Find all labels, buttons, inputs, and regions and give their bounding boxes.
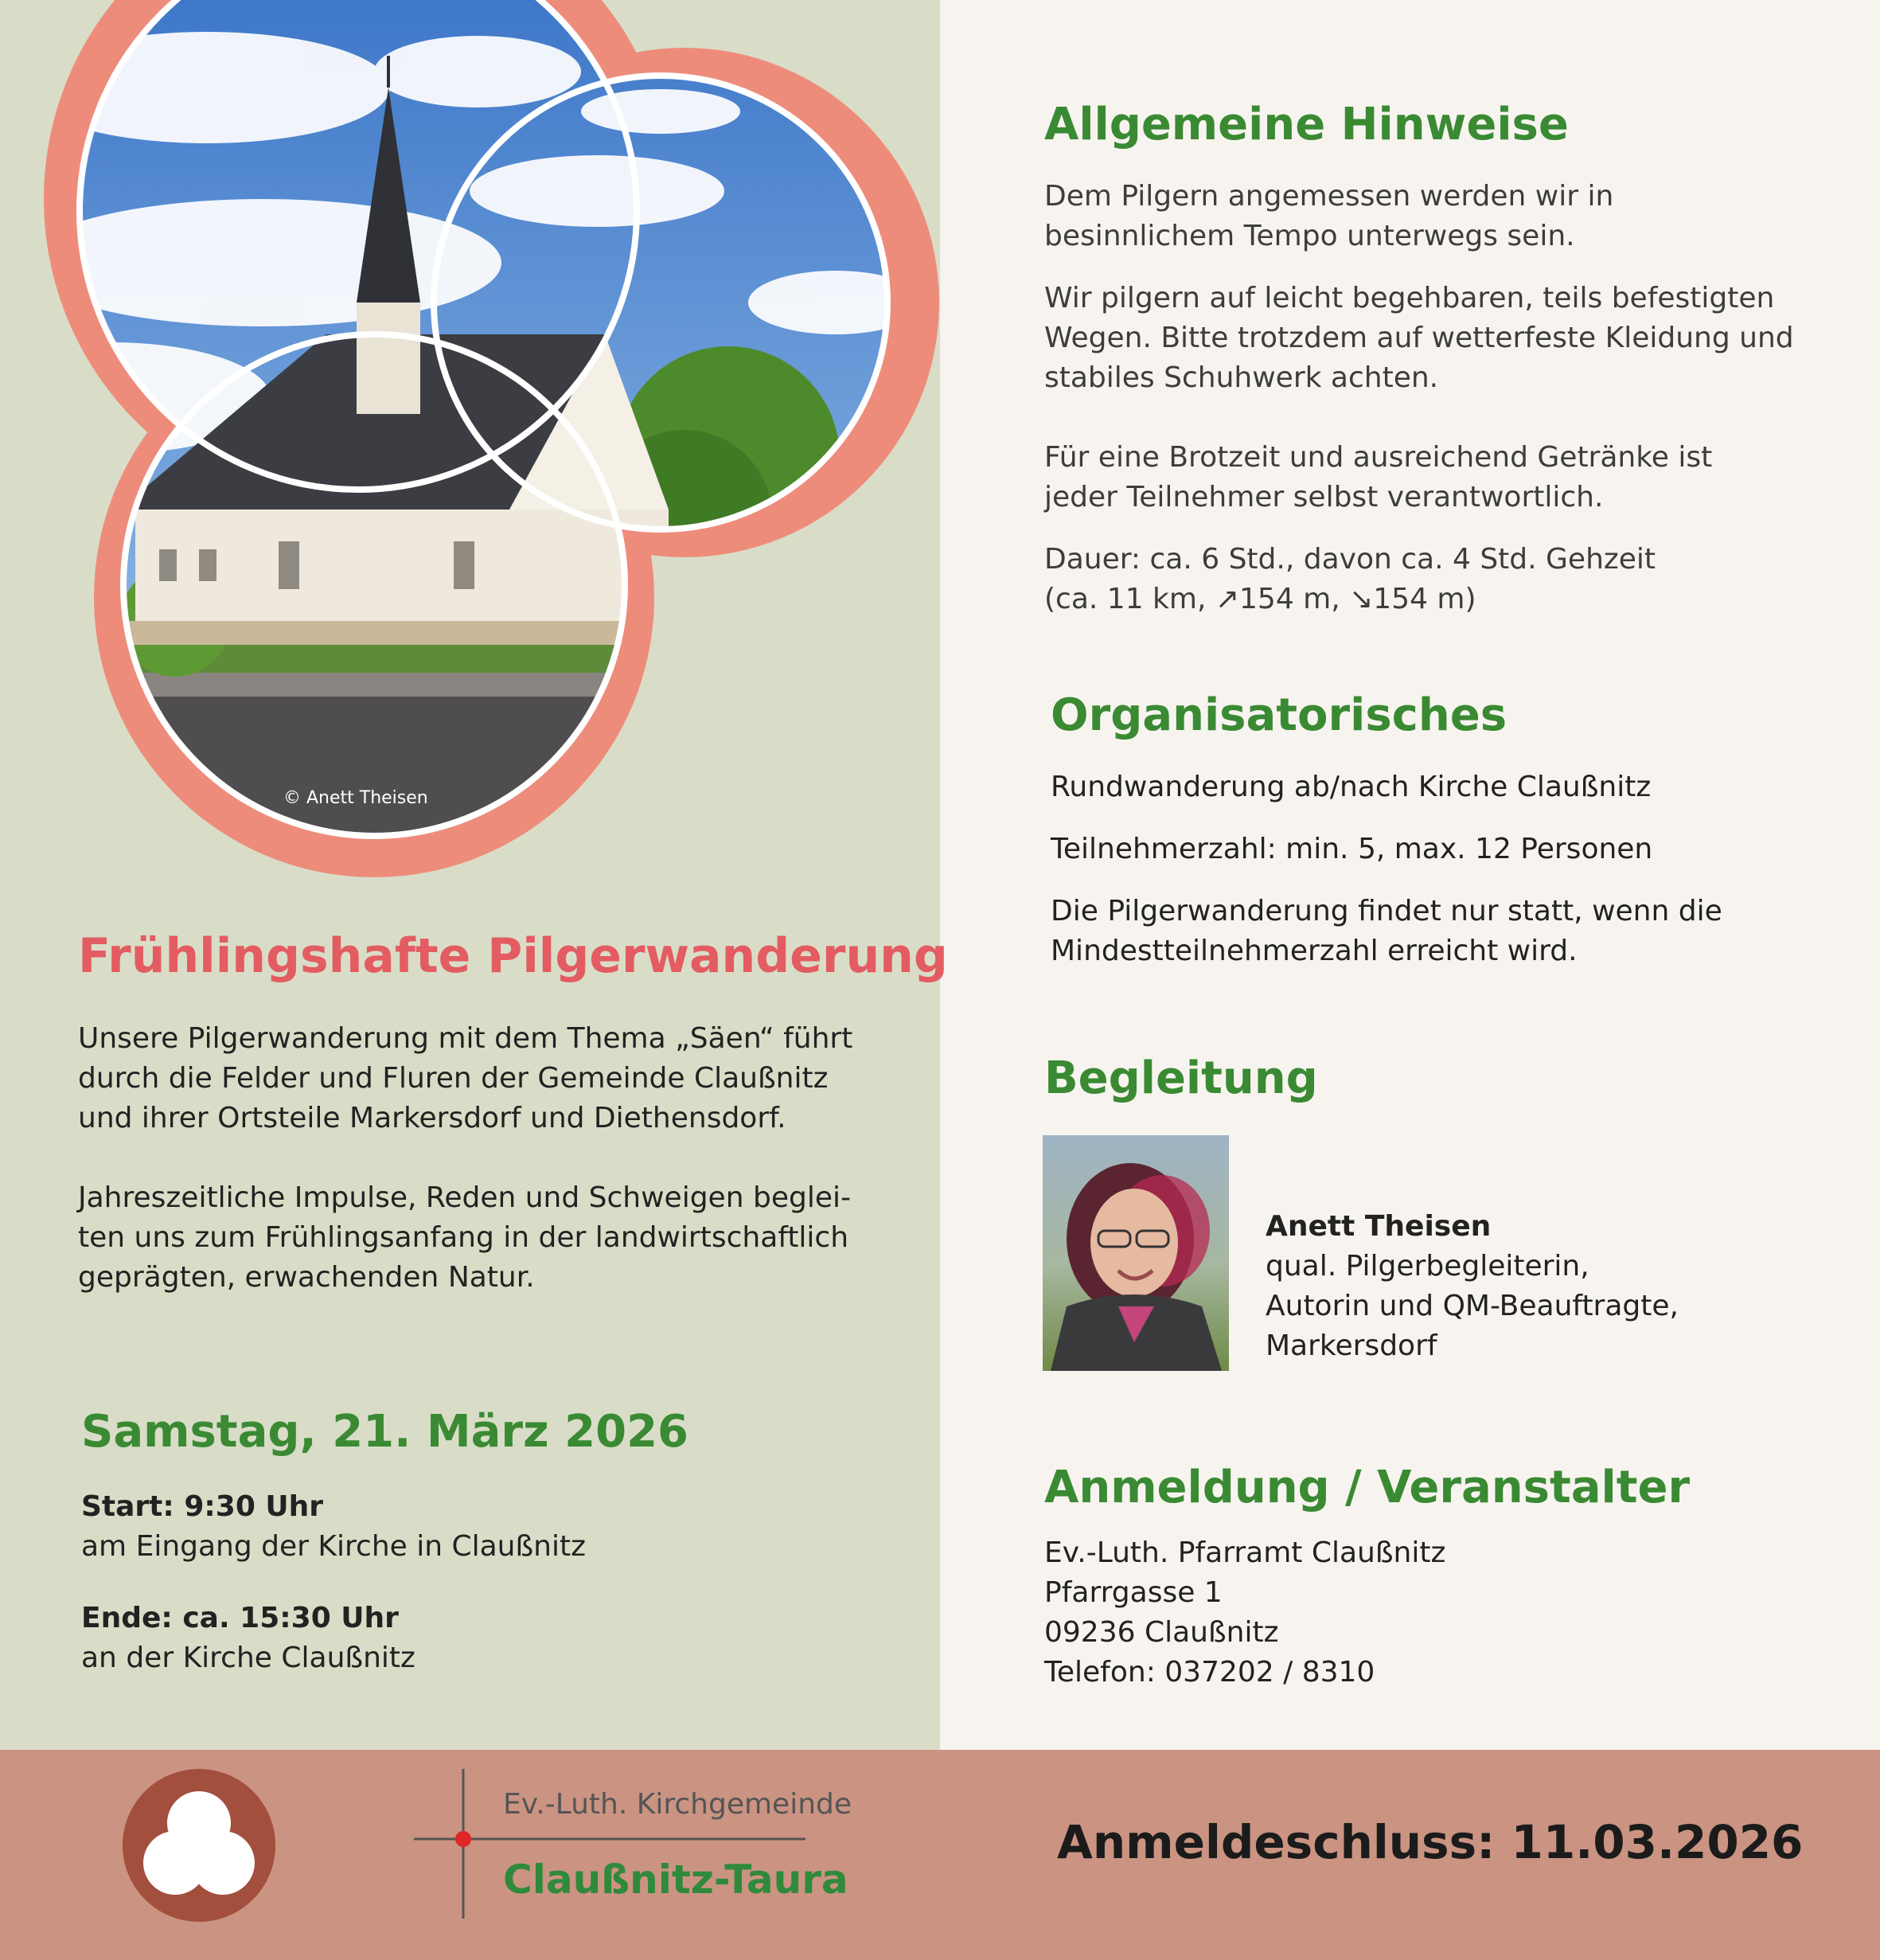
orga-heading: Organisatorisches [1051,689,1508,741]
address-line: Telefon: 037202 / 8310 [1044,1656,1375,1689]
intro-line: durch die Felder und Fluren der Gemeinde Claußnitz [78,1062,829,1095]
guide-portrait [1043,1135,1229,1371]
guide-role: Markersdorf [1266,1329,1437,1362]
hinweise-line: Dauer: ca. 6 Std., davon ca. 4 Std. Gehzeit [1044,543,1656,576]
church-photo [0,0,940,884]
end-block [81,1599,415,1678]
impulses-line: Jahreszeitliche Impulse, Reden und Schweigen beglei- [78,1181,851,1214]
hinweise-line: Dem Pilgern angemessen werden wir in [1044,180,1614,213]
hinweise-line: Wir pilgern auf leicht begehbaren, teils befestigten [1044,282,1775,314]
hinweise-line: stabiles Schuhwerk achten. [1044,361,1439,394]
orga-line: Rundwanderung ab/nach Kirche Claußnitz [1051,771,1652,803]
org-name-line1: Ev.-Luth. Kirchgemeinde [503,1788,852,1821]
orga-line: Mindestteilnehmerzahl erreicht wird. [1051,935,1578,967]
hinweise-line: jeder Teilnehmer selbst verantwortlich. [1044,481,1604,513]
start-block [81,1487,586,1567]
org-name-line2: Claußnitz-Taura [503,1857,848,1903]
hinweise-line: besinnlichem Tempo unterwegs sein. [1044,220,1575,252]
photo-credit: © Anett Theisen [283,788,428,808]
address-line: 09236 Claußnitz [1044,1616,1279,1649]
orga-line: Teilnehmerzahl: min. 5, max. 12 Personen [1051,833,1653,865]
trefoil-logo-icon [119,1766,279,1925]
guide-info [1266,1207,1679,1366]
start-label: Start: 9:30 Uhr [81,1490,324,1523]
hinweise-line: Wegen. Bitte trotzdem auf wetterfeste Kleidung und [1044,322,1794,354]
begleitung-heading: Begleitung [1044,1052,1318,1104]
impulses-line: ten uns zum Frühlingsanfang in der landwirtschaftlich [78,1221,849,1254]
orga-line: Die Pilgerwanderung findet nur statt, wenn die [1051,895,1722,927]
event-date: Samstag, 21. März 2026 [81,1406,688,1458]
orga-text [1051,767,1847,994]
event-impulses [78,1178,874,1298]
hinweise-line: (ca. 11 km, ↗154 m, ↘154 m) [1044,583,1476,615]
start-place: am Eingang der Kirche in Claußnitz [81,1530,587,1563]
impulses-line: geprägten, erwachenden Natur. [78,1261,535,1294]
guide-role: qual. Pilgerbegleiterin, [1266,1250,1589,1283]
address-line: Ev.-Luth. Pfarramt Claußnitz [1044,1536,1446,1569]
guide-name: Anett Theisen [1266,1210,1492,1243]
anmeldung-heading: Anmeldung / Veranstalter [1044,1462,1691,1513]
hinweise-text [1044,177,1840,642]
anmeldung-address [1044,1533,1445,1693]
guide-role: Autorin und QM-Beauftragte, [1266,1290,1679,1322]
address-line: Pfarrgasse 1 [1044,1576,1223,1609]
intro-line: und ihrer Ortsteile Markersdorf und Diethensdorf. [78,1102,786,1134]
hinweise-line: Für eine Brotzeit und ausreichend Getränke ist [1044,441,1713,474]
end-label: Ende: ca. 15:30 Uhr [81,1602,399,1634]
intro-line: Unsere Pilgerwanderung mit dem Thema „Säen“ führt [78,1022,853,1055]
event-intro [78,1019,874,1138]
end-place: an der Kirche Claußnitz [81,1642,415,1674]
hinweise-heading: Allgemeine Hinweise [1044,99,1569,150]
registration-deadline: Anmeldeschluss: 11.03.2026 [1057,1815,1804,1869]
event-title: Frühlingshafte Pilgerwanderung [78,928,948,984]
